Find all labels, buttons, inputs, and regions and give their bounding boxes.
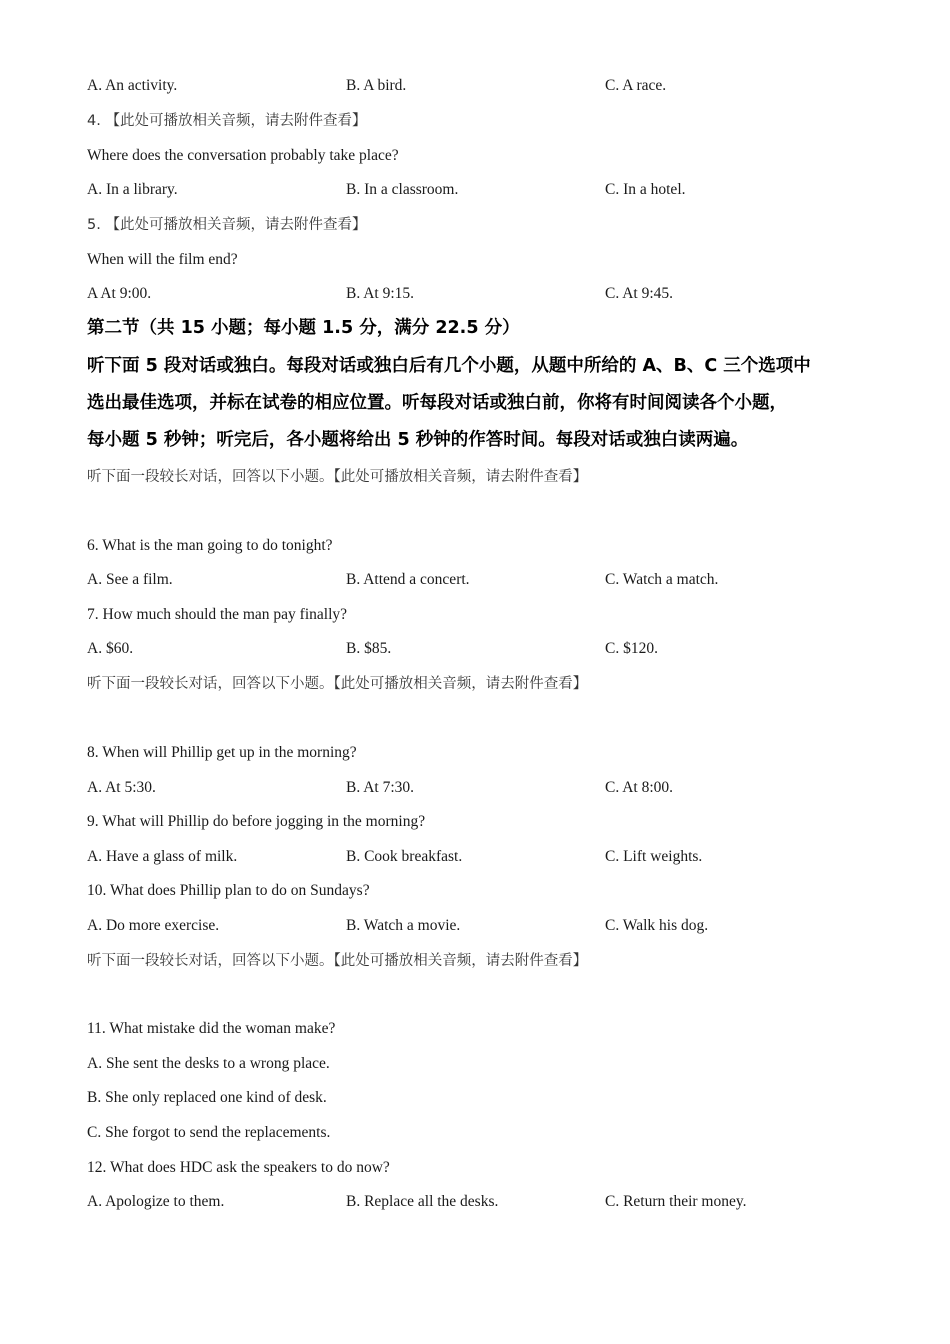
q8-option-a: A. At 5:30. [87,779,156,796]
section2-heading: 第二节（共 15 小题；每小题 1.5 分，满分 22.5 分） [87,318,520,338]
q7-question: 7. How much should the man pay finally? [87,606,348,623]
q4-option-c: C. In a hotel. [605,181,686,198]
q12-question: 12. What does HDC ask the speakers to do now? [87,1159,390,1176]
q11-question: 11. What mistake did the woman make? [87,1020,336,1037]
q5-option-b: B. At 9:15. [346,285,415,302]
q10-option-a: A. Do more exercise. [87,917,220,934]
q8-question: 8. When will Phillip get up in the morning? [87,744,357,761]
q5-audio-note[interactable]: 5. 【此处可播放相关音频，请去附件查看】 [87,217,367,233]
q3-option-b: B. A bird. [346,77,407,94]
q3-option-a: A. An activity. [87,77,178,94]
q12-option-c: C. Return their money. [605,1193,747,1210]
q6-question: 6. What is the man going to do tonight? [87,537,333,554]
q5-option-a: A At 9:00. [87,285,152,302]
q12-option-b: B. Replace all the desks. [346,1193,499,1210]
q12-option-a: A. Apologize to them. [87,1193,225,1210]
q11-option-a: A. She sent the desks to a wrong place. [87,1055,330,1072]
q9-option-a: A. Have a glass of milk. [87,848,238,865]
dialog2-note[interactable]: 听下面一段较长对话，回答以下小题。【此处可播放相关音频，请去附件查看】 [87,676,588,692]
q11-option-b: B. She only replaced one kind of desk. [87,1089,327,1106]
q7-option-c: C. $120. [605,640,658,657]
section2-instruction-2: 选出最佳选项，并标在试卷的相应位置。听每段对话或独白前，你将有时间阅读各个小题， [87,393,787,413]
section2-instruction-3: 每小题 5 秒钟；听完后，各小题将给出 5 秒钟的作答时间。每段对话或独白读两遍。 [87,430,749,450]
q7-option-b: B. $85. [346,640,392,657]
q5-question: When will the film end? [87,251,238,268]
dialog3-note[interactable]: 听下面一段较长对话，回答以下小题。【此处可播放相关音频，请去附件查看】 [87,953,588,969]
q6-option-c: C. Watch a match. [605,571,719,588]
q9-question: 9. What will Phillip do before jogging in the morning? [87,813,426,830]
q9-option-b: B. Cook breakfast. [346,848,463,865]
q10-question: 10. What does Phillip plan to do on Sundays? [87,882,370,899]
q5-option-c: C. At 9:45. [605,285,674,302]
q11-option-c: C. She forgot to send the replacements. [87,1124,331,1141]
dialog1-note[interactable]: 听下面一段较长对话，回答以下小题。【此处可播放相关音频，请去附件查看】 [87,469,588,485]
q4-question: Where does the conversation probably take place? [87,147,399,164]
section2-instruction-1: 听下面 5 段对话或独白。每段对话或独白后有几个小题，从题中所给的 A、B、C 三个选项中 [87,356,811,376]
q6-option-a: A. See a film. [87,571,173,588]
q3-option-c: C. A race. [605,77,667,94]
q8-option-b: B. At 7:30. [346,779,415,796]
q7-option-a: A. $60. [87,640,134,657]
q6-option-b: B. Attend a concert. [346,571,470,588]
q8-option-c: C. At 8:00. [605,779,674,796]
q4-option-a: A. In a library. [87,181,178,198]
q10-option-c: C. Walk his dog. [605,917,709,934]
q9-option-c: C. Lift weights. [605,848,703,865]
q4-option-b: B. In a classroom. [346,181,459,198]
q4-audio-note[interactable]: 4. 【此处可播放相关音频，请去附件查看】 [87,113,367,129]
q10-option-b: B. Watch a movie. [346,917,461,934]
